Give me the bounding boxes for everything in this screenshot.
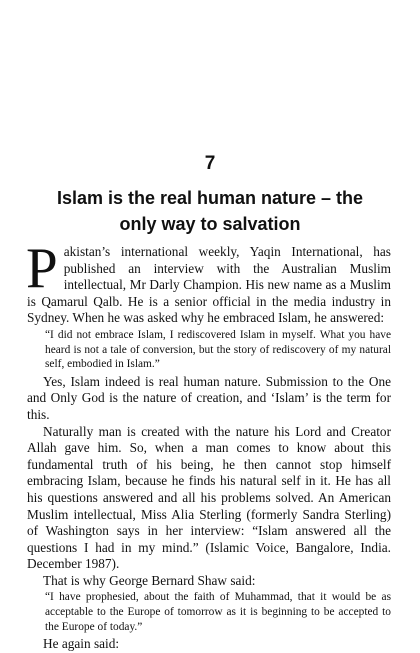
- drop-cap-letter: P: [26, 237, 58, 300]
- opening-paragraph: [26, 237, 391, 327]
- quote-qamarul-qalb: “I did not embrace Islam, I rediscovered Islam in myself. What you have heard is not a tale of conversion, but the story of rediscovery of my natural self, embodied in Islam.”: [45, 328, 391, 371]
- chapter-title: Islam is the real human nature – the only way to salvation: [56, 188, 364, 234]
- paragraph-he-again-said: He again said:: [43, 636, 120, 652]
- chapter-body: [26, 237, 391, 653]
- quote-bernard-shaw: “I have prophesied, about the faith of Muhammad, that it would be as acceptable to the Europe of tomorrow as it is beginning to be accepted to the Europe of today.”: [45, 591, 391, 633]
- paragraph-real-human-nature: Yes, Islam indeed is real human nature. Submission to the One and Only God is the nature of creation, and ‘Islam’ is the term for this.: [27, 373, 391, 422]
- paragraph-shaw-intro: That is why George Bernard Shaw said:: [43, 572, 256, 588]
- opening-paragraph-text: akistan’s international weekly, Yaqin International, has published an interview with the Australian Muslim intellectual, Mr Darly Champion. His new name as a Muslim is Qamarul Qalb. He is a senior official in the media industry in Sydney. When he was asked why he embraced Islam, he answered:: [27, 244, 391, 326]
- chapter-number: 7: [204, 153, 216, 174]
- paragraph-natural-self: Naturally man is created with the nature his Lord and Creator Allah gave him. So, when a man comes to know about this fundamental truth of his being, he then cannot stop himself embracing Islam, because he finds his natural self in it. He has all his questions answered and all his problems solved. An American Muslim intellectual, Miss Alia Sterling (formerly Sandra Sterling) of Washington says in her interview: “Islam answered all the questions I had in my mind.” (Islamic Voice, Bangalore, India. December 1987).: [27, 423, 391, 572]
